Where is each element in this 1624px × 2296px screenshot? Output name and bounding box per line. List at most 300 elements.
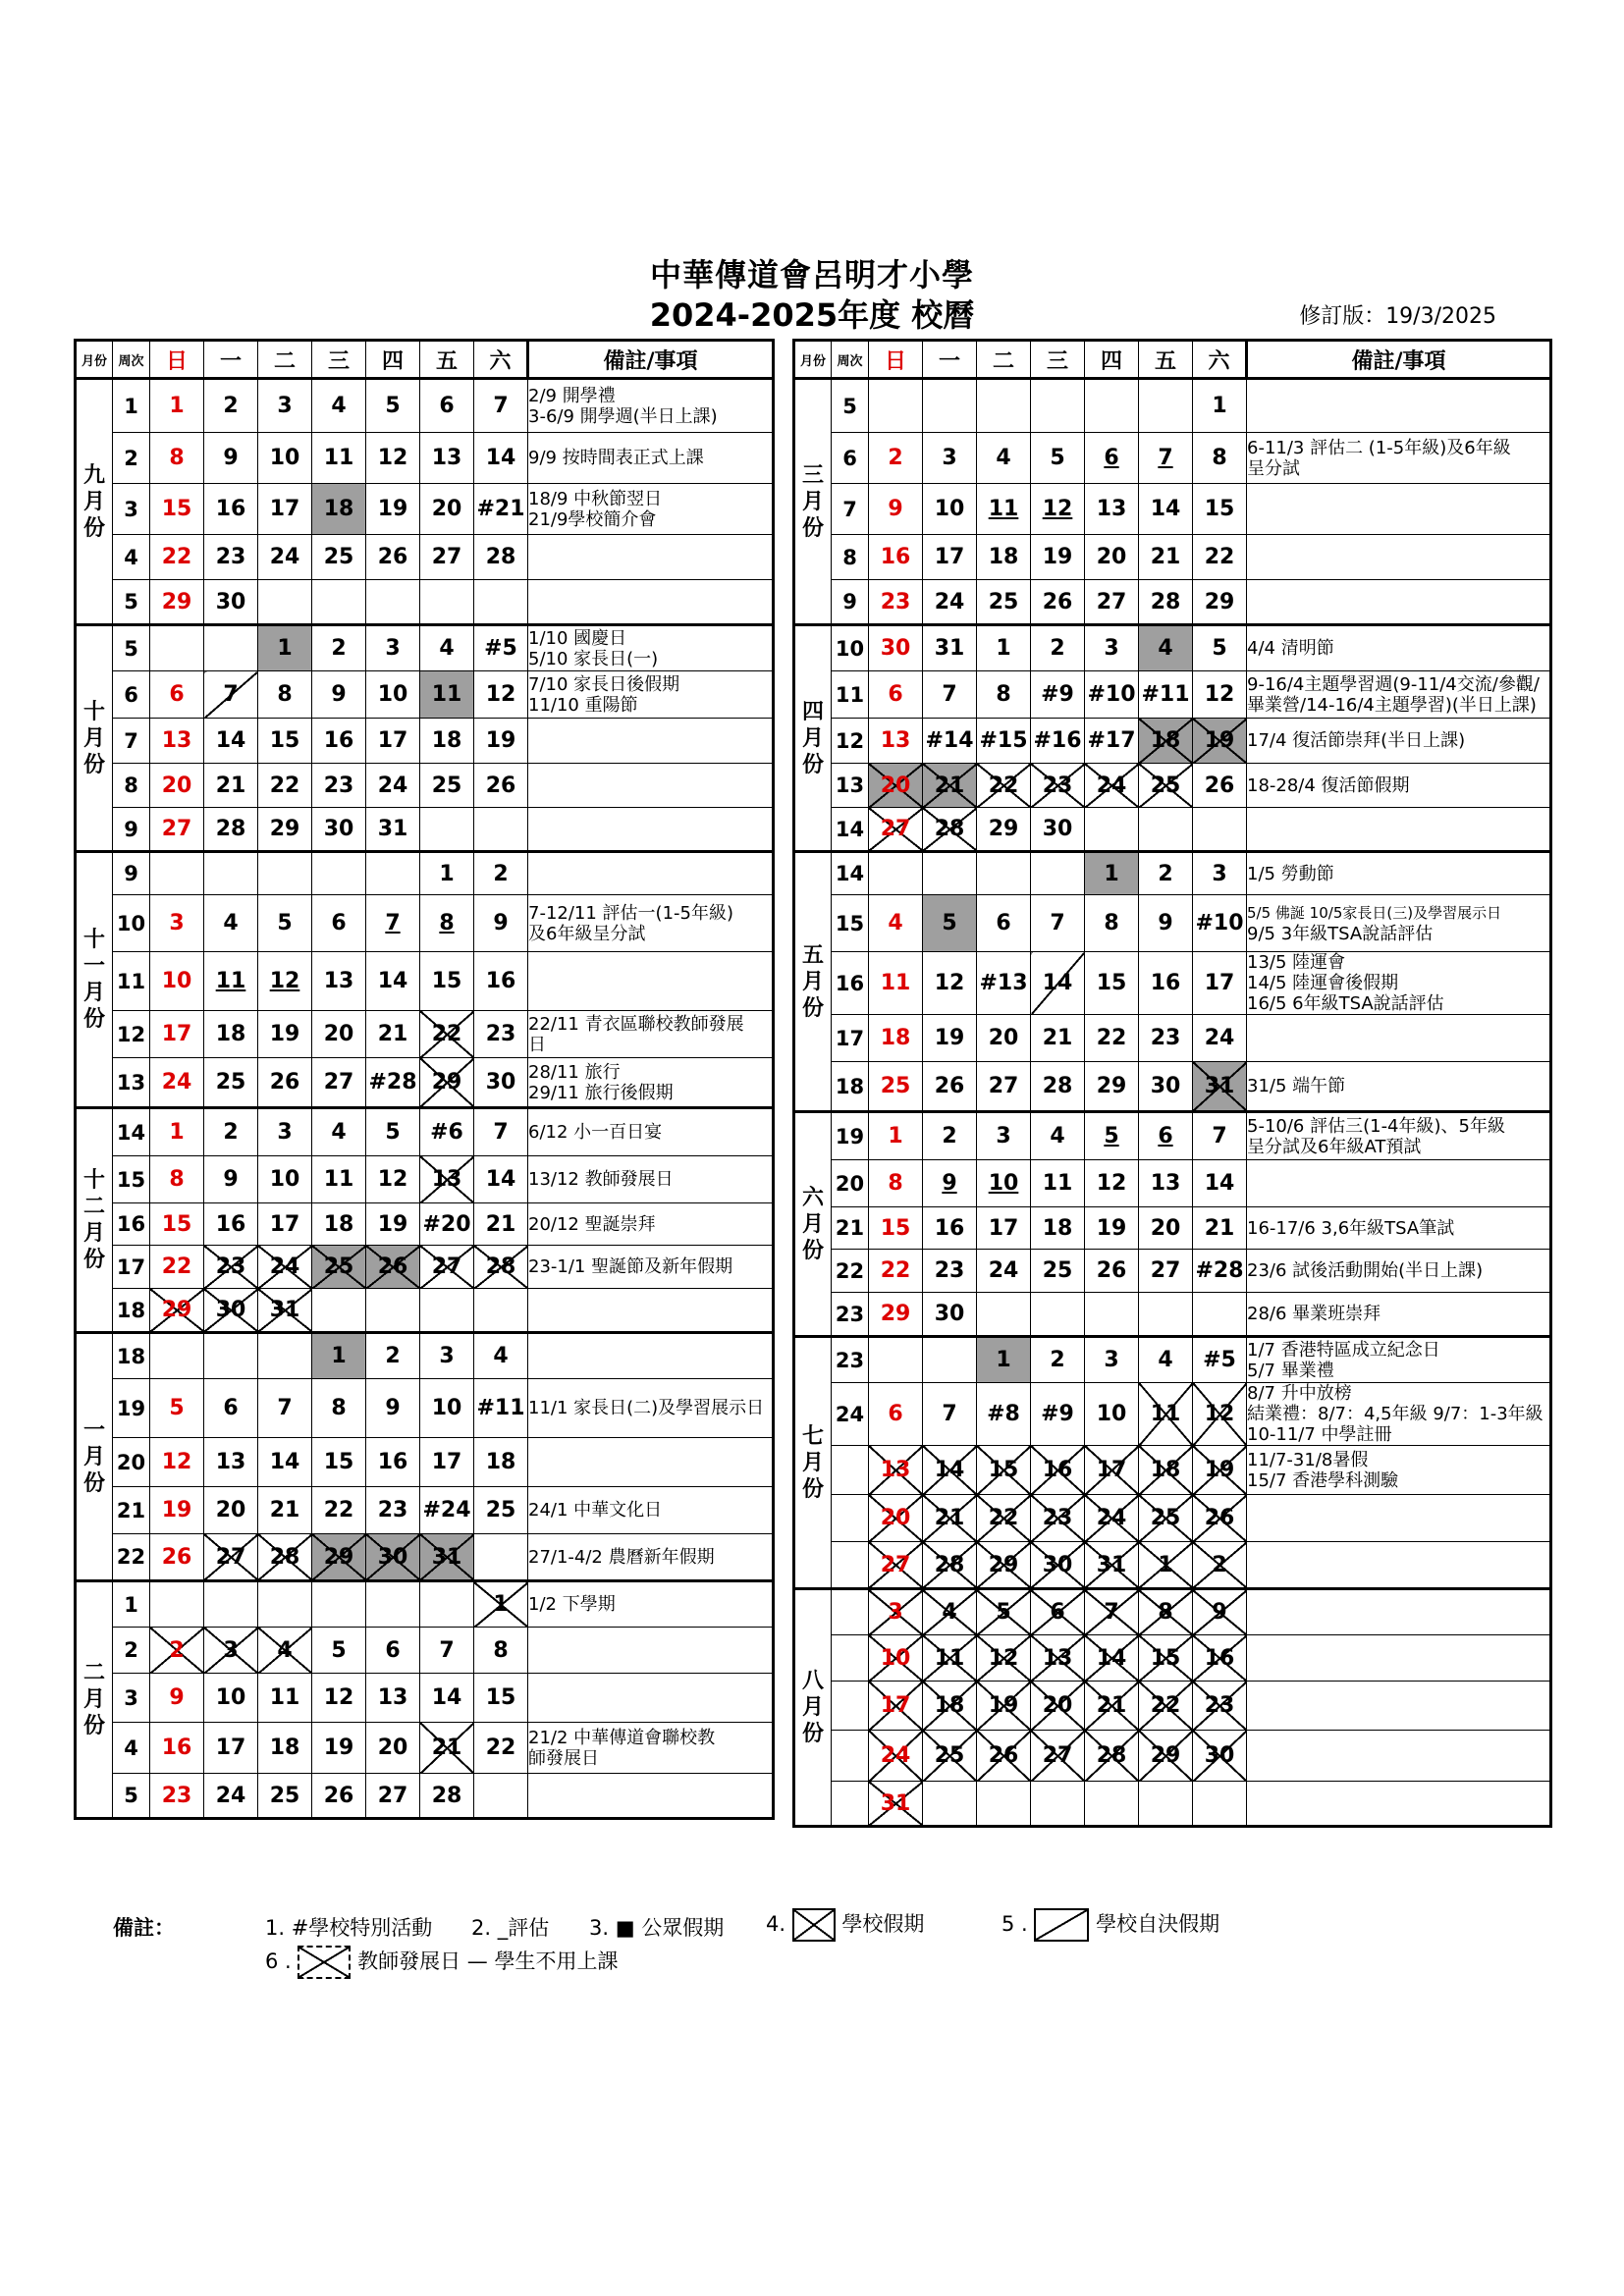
note-cell — [1247, 1635, 1551, 1682]
week-row — [76, 719, 774, 764]
day-cell: 11 — [312, 1156, 366, 1203]
calendar-table-right — [792, 339, 1552, 1828]
day-cell: 29 — [869, 1293, 923, 1337]
day-cell: 1 — [977, 625, 1031, 671]
day-cell: 7 — [923, 1383, 977, 1446]
day-cell: 22 — [1193, 535, 1247, 580]
day-cell: 7 — [204, 671, 258, 719]
note-cell — [1247, 952, 1551, 1015]
month-name: 九月份 — [82, 462, 105, 541]
day-cell: 20 — [977, 1015, 1031, 1062]
day-cell: 21 — [1085, 1682, 1139, 1731]
day-cell — [420, 808, 474, 852]
month-label — [794, 1337, 832, 1589]
day-cell: 17 — [420, 1438, 474, 1487]
day-cell: #11 — [1139, 671, 1193, 719]
day-cell: #11 — [474, 1379, 528, 1438]
note-line: 日 — [528, 1034, 546, 1055]
day-cell: 3 — [977, 1112, 1031, 1160]
legend-school-holiday-number: 4. — [766, 1912, 786, 1936]
day-cell: 7 — [1031, 895, 1085, 952]
day-cell: 2 — [1193, 1542, 1247, 1589]
note-line: 22/11 青衣區聯校教師發展 — [528, 1013, 744, 1035]
day-cell: 10 — [150, 952, 204, 1011]
month-label — [76, 1581, 113, 1819]
day-cell: 22 — [977, 1495, 1031, 1542]
week-number: 11 — [832, 671, 869, 719]
day-cell: 9 — [204, 433, 258, 484]
day-cell: 21 — [923, 764, 977, 808]
note-line: 2/9 開學禮 — [528, 385, 616, 406]
week-number: 7 — [113, 719, 150, 764]
day-cell: 8 — [420, 895, 474, 952]
day-cell: 14 — [420, 1674, 474, 1723]
day-cell: 29 — [977, 808, 1031, 852]
day-cell: 2 — [312, 625, 366, 671]
day-cell: 19 — [474, 719, 528, 764]
day-cell: #5 — [474, 625, 528, 671]
day-cell: 2 — [474, 852, 528, 895]
day-cell: 26 — [474, 764, 528, 808]
day-cell: 6 — [312, 895, 366, 952]
day-cell — [869, 379, 923, 433]
day-cell: 3 — [204, 1628, 258, 1674]
day-cell: 10 — [869, 1635, 923, 1682]
day-cell: 13 — [1139, 1160, 1193, 1207]
month-label — [794, 1589, 832, 1827]
day-cell: 30 — [474, 1058, 528, 1108]
day-cell: 28 — [923, 808, 977, 852]
note-cell — [1247, 1589, 1551, 1635]
day-cell: #10 — [1193, 895, 1247, 952]
day-cell — [204, 1581, 258, 1628]
day-cell: 23 — [869, 580, 923, 625]
day-cell: 28 — [474, 1246, 528, 1289]
day-cell: #6 — [420, 1108, 474, 1156]
day-cell — [1193, 1293, 1247, 1337]
day-cell: 18 — [1139, 1446, 1193, 1495]
day-header-sat: 六 — [1193, 341, 1247, 379]
day-cell: 4 — [420, 625, 474, 671]
week-number: 20 — [832, 1160, 869, 1207]
note-line: 結業禮：8/7：4,5年級 9/7：1-3年級 — [1247, 1404, 1543, 1424]
note-cell — [1247, 895, 1551, 952]
day-cell: 25 — [977, 580, 1031, 625]
day-cell: 19 — [312, 1723, 366, 1774]
day-cell — [258, 1333, 312, 1379]
note-line: 3-6/9 開學週(半日上課) — [528, 405, 718, 427]
day-cell: 16 — [366, 1438, 420, 1487]
day-cell: 6 — [1085, 433, 1139, 484]
note-line: 6-11/3 評估二 (1-5年級)及6年級 — [1247, 437, 1511, 458]
week-number: 16 — [113, 1203, 150, 1246]
week-row — [76, 671, 774, 719]
legend-label: 備註： — [113, 1916, 175, 1940]
week-number — [832, 1495, 869, 1542]
day-cell — [420, 580, 474, 625]
week-row — [794, 1682, 1551, 1731]
day-cell: 9 — [923, 1160, 977, 1207]
day-cell: 17 — [1193, 952, 1247, 1015]
day-cell: 16 — [923, 1207, 977, 1250]
week-number: 22 — [832, 1250, 869, 1293]
day-cell: 25 — [420, 764, 474, 808]
day-cell: 16 — [1031, 1446, 1085, 1495]
note-line: 21/9學校簡介會 — [528, 508, 657, 530]
day-cell: 5 — [258, 895, 312, 952]
note-line: 23-1/1 聖誕節及新年假期 — [528, 1256, 733, 1277]
day-cell: 25 — [258, 1774, 312, 1819]
day-cell: 22 — [869, 1250, 923, 1293]
week-row — [76, 580, 774, 625]
day-cell: 28 — [1031, 1062, 1085, 1112]
day-cell: 18 — [312, 1203, 366, 1246]
note-cell — [1247, 1337, 1551, 1383]
day-cell: 1 — [1139, 1542, 1193, 1589]
day-cell — [204, 625, 258, 671]
day-cell: 19 — [1085, 1207, 1139, 1250]
day-cell — [1085, 1782, 1139, 1827]
notes-header: 備註/事項 — [1247, 341, 1551, 379]
week-row — [76, 808, 774, 852]
day-cell: 18 — [869, 1015, 923, 1062]
day-cell: 7 — [366, 895, 420, 952]
day-cell: 25 — [869, 1062, 923, 1112]
note-line: 16-17/6 3,6年級TSA筆試 — [1247, 1217, 1455, 1239]
day-cell: 1 — [977, 1337, 1031, 1383]
day-cell: 10 — [258, 433, 312, 484]
day-cell: 1 — [420, 852, 474, 895]
week-row — [76, 1674, 774, 1723]
day-cell: 27 — [869, 808, 923, 852]
note-cell — [528, 952, 774, 1011]
day-cell — [474, 1774, 528, 1819]
day-cell: 14 — [204, 719, 258, 764]
week-row — [794, 808, 1551, 852]
week-number: 1 — [113, 379, 150, 433]
week-number — [832, 1542, 869, 1589]
week-row — [794, 1207, 1551, 1250]
day-cell: 25 — [474, 1487, 528, 1534]
note-line: 8/7 升中放榜 — [1247, 1383, 1352, 1404]
day-cell: 13 — [150, 719, 204, 764]
day-cell: 21 — [923, 1495, 977, 1542]
day-cell — [977, 379, 1031, 433]
day-cell: 14 — [1085, 1635, 1139, 1682]
note-cell — [528, 1628, 774, 1674]
week-number: 1 — [113, 1581, 150, 1628]
day-cell: 5 — [366, 1108, 420, 1156]
day-cell: #10 — [1085, 671, 1139, 719]
day-cell — [977, 852, 1031, 895]
month-name: 二月份 — [82, 1661, 105, 1738]
day-cell: 12 — [474, 671, 528, 719]
week-number — [832, 1731, 869, 1782]
month-name: 十二月份 — [82, 1168, 105, 1272]
note-cell — [1247, 1112, 1551, 1160]
note-line: 13/5 陸運會 — [1247, 952, 1346, 973]
day-cell: 24 — [869, 1731, 923, 1782]
legend-special-activity: 1. #學校特別活動 — [265, 1916, 433, 1940]
month-name: 七月份 — [801, 1423, 824, 1502]
day-cell: 9 — [312, 671, 366, 719]
day-cell: 26 — [1193, 764, 1247, 808]
day-cell: 14 — [1139, 484, 1193, 535]
month-label — [76, 1333, 113, 1581]
day-cell: 7 — [420, 1628, 474, 1674]
day-cell: 26 — [1031, 580, 1085, 625]
day-cell: 24 — [1193, 1015, 1247, 1062]
day-cell: 8 — [150, 1156, 204, 1203]
day-cell: 25 — [1031, 1250, 1085, 1293]
week-row — [76, 1774, 774, 1819]
day-cell: 22 — [420, 1011, 474, 1058]
day-cell: 13 — [869, 719, 923, 764]
note-cell — [528, 625, 774, 671]
note-cell — [1247, 1782, 1551, 1827]
day-cell: 29 — [420, 1058, 474, 1108]
day-cell: 11 — [258, 1674, 312, 1723]
week-row — [76, 1333, 774, 1379]
day-cell: 9 — [204, 1156, 258, 1203]
day-cell: 7 — [474, 379, 528, 433]
week-row — [76, 1438, 774, 1487]
day-cell: 28 — [1139, 580, 1193, 625]
day-cell: #20 — [420, 1203, 474, 1246]
day-cell: 7 — [1139, 433, 1193, 484]
day-cell: 6 — [869, 671, 923, 719]
day-cell: 13 — [420, 1156, 474, 1203]
day-cell: 16 — [312, 719, 366, 764]
day-cell: 20 — [1031, 1682, 1085, 1731]
day-cell: 11 — [977, 484, 1031, 535]
day-cell: #5 — [1193, 1337, 1247, 1383]
note-line: 20/12 聖誕崇拜 — [528, 1213, 656, 1235]
day-cell: 24 — [1085, 764, 1139, 808]
day-cell: 27 — [1139, 1250, 1193, 1293]
day-header-wed: 三 — [312, 341, 366, 379]
day-cell: 26 — [1085, 1250, 1139, 1293]
week-row — [76, 625, 774, 671]
day-cell: 29 — [312, 1534, 366, 1581]
week-number: 14 — [832, 808, 869, 852]
week-row — [794, 535, 1551, 580]
day-cell: 30 — [1031, 808, 1085, 852]
note-cell — [1247, 852, 1551, 895]
week-number: 2 — [113, 433, 150, 484]
day-cell: 14 — [1193, 1160, 1247, 1207]
day-cell: 20 — [1085, 535, 1139, 580]
day-cell — [474, 580, 528, 625]
day-cell: 10 — [977, 1160, 1031, 1207]
day-cell: 15 — [420, 952, 474, 1011]
day-cell: 5 — [923, 895, 977, 952]
day-cell: 21 — [474, 1203, 528, 1246]
week-number — [832, 1782, 869, 1827]
note-cell — [528, 719, 774, 764]
day-cell: 2 — [869, 433, 923, 484]
day-cell: 4 — [312, 379, 366, 433]
day-cell: 26 — [923, 1062, 977, 1112]
note-line: 18-28/4 復活節假期 — [1247, 774, 1410, 796]
day-cell: 21 — [258, 1487, 312, 1534]
day-cell: 2 — [923, 1112, 977, 1160]
day-cell: 15 — [150, 484, 204, 535]
day-cell: 8 — [1139, 1589, 1193, 1635]
note-line: 28/11 旅行 — [528, 1061, 621, 1083]
day-cell: 26 — [977, 1731, 1031, 1782]
week-number: 5 — [113, 580, 150, 625]
day-cell: 5 — [312, 1628, 366, 1674]
note-cell — [1247, 1731, 1551, 1782]
day-cell: 15 — [1085, 952, 1139, 1015]
day-cell: 28 — [923, 1542, 977, 1589]
note-cell — [1247, 1293, 1551, 1337]
day-cell: 22 — [977, 764, 1031, 808]
week-row — [794, 1542, 1551, 1589]
day-cell: 23 — [366, 1487, 420, 1534]
note-cell — [1247, 671, 1551, 719]
day-cell — [1031, 1293, 1085, 1337]
note-line: 7-12/11 評估一(1-5年級) — [528, 902, 733, 924]
day-cell: 13 — [204, 1438, 258, 1487]
day-cell — [1139, 808, 1193, 852]
day-cell — [474, 1534, 528, 1581]
week-number: 9 — [113, 852, 150, 895]
day-cell — [474, 808, 528, 852]
day-cell: 29 — [1193, 580, 1247, 625]
day-cell — [1139, 379, 1193, 433]
week-row — [794, 1495, 1551, 1542]
week-row — [76, 433, 774, 484]
note-line: 5-10/6 評估三(1-4年級)、5年級 — [1247, 1115, 1505, 1137]
day-cell: 22 — [258, 764, 312, 808]
day-cell: 25 — [923, 1731, 977, 1782]
note-cell — [528, 1487, 774, 1534]
note-line: 4/4 清明節 — [1247, 638, 1334, 659]
day-cell: 4 — [977, 433, 1031, 484]
note-line: 15/7 香港學科測驗 — [1247, 1469, 1399, 1491]
note-line: 14/5 陸運會後假期 — [1247, 973, 1399, 993]
day-cell: 19 — [977, 1682, 1031, 1731]
day-cell: 1 — [1193, 379, 1247, 433]
day-cell: 6 — [150, 671, 204, 719]
day-cell: 2 — [150, 1628, 204, 1674]
week-number: 18 — [113, 1333, 150, 1379]
week-row — [794, 1782, 1551, 1827]
week-number: 18 — [113, 1289, 150, 1333]
note-line: 1/5 勞動節 — [1247, 863, 1334, 884]
day-cell: 16 — [474, 952, 528, 1011]
day-cell: 22 — [1085, 1015, 1139, 1062]
day-cell: #9 — [1031, 671, 1085, 719]
day-cell: 12 — [977, 1635, 1031, 1682]
day-cell: 16 — [204, 484, 258, 535]
day-cell: 3 — [1085, 625, 1139, 671]
day-cell: #21 — [474, 484, 528, 535]
week-number: 14 — [113, 1108, 150, 1156]
day-cell: 10 — [366, 671, 420, 719]
week-number: 10 — [113, 895, 150, 952]
day-cell: 28 — [420, 1774, 474, 1819]
note-cell — [528, 379, 774, 433]
note-line: 11/7-31/8暑假 — [1247, 1449, 1369, 1470]
week-row — [76, 1581, 774, 1628]
week-row — [76, 764, 774, 808]
day-cell: 17 — [258, 1203, 312, 1246]
day-cell: 13 — [312, 952, 366, 1011]
calendar-table-left — [74, 339, 775, 1820]
note-line: 9/9 按時間表正式上課 — [528, 448, 704, 468]
notes-header: 備註/事項 — [528, 341, 774, 379]
day-cell: 12 — [366, 1156, 420, 1203]
legend-teacher-dev-day — [265, 1946, 618, 1979]
day-cell: 20 — [312, 1011, 366, 1058]
month-name: 四月份 — [801, 699, 824, 777]
day-cell: 4 — [869, 895, 923, 952]
day-cell: 25 — [312, 1246, 366, 1289]
day-cell — [923, 1337, 977, 1383]
day-cell: 16 — [1139, 952, 1193, 1015]
note-cell — [528, 1156, 774, 1203]
day-cell: 24 — [258, 1246, 312, 1289]
week-row — [794, 1293, 1551, 1337]
day-cell: 10 — [258, 1156, 312, 1203]
school-holiday-icon — [792, 1908, 836, 1942]
week-number: 13 — [832, 764, 869, 808]
day-cell: 20 — [150, 764, 204, 808]
day-cell — [204, 852, 258, 895]
note-cell — [1247, 1446, 1551, 1495]
day-cell: 21 — [366, 1011, 420, 1058]
week-number: 8 — [113, 764, 150, 808]
note-cell — [1247, 484, 1551, 535]
day-cell: 23 — [1193, 1682, 1247, 1731]
day-cell: 18 — [420, 719, 474, 764]
month-label — [76, 379, 113, 625]
day-cell: #13 — [977, 952, 1031, 1015]
day-cell: 19 — [923, 1015, 977, 1062]
day-cell: 6 — [204, 1379, 258, 1438]
note-line: 5/5 佛誕 10/5家長日(三)及學習展示日 — [1247, 903, 1502, 922]
day-cell: 2 — [366, 1333, 420, 1379]
week-number: 19 — [113, 1379, 150, 1438]
day-cell: 11 — [1031, 1160, 1085, 1207]
note-cell — [528, 535, 774, 580]
day-cell: 3 — [366, 625, 420, 671]
note-cell — [1247, 1062, 1551, 1112]
day-cell: #14 — [923, 719, 977, 764]
week-number — [832, 1589, 869, 1635]
day-cell: 19 — [258, 1011, 312, 1058]
day-cell: 7 — [474, 1108, 528, 1156]
week-row — [794, 1160, 1551, 1207]
day-cell: 6 — [1139, 1112, 1193, 1160]
day-cell: 12 — [1085, 1160, 1139, 1207]
month-label — [76, 1108, 113, 1333]
note-cell — [528, 1058, 774, 1108]
week-number: 3 — [113, 1674, 150, 1723]
note-line: 5/10 家長日(一) — [528, 648, 659, 669]
day-header-mon: 一 — [204, 341, 258, 379]
month-label — [794, 625, 832, 852]
week-number: 20 — [113, 1438, 150, 1487]
day-cell: 8 — [150, 433, 204, 484]
calendar-title: 2024-2025年度 校曆 — [649, 296, 975, 334]
day-cell — [1139, 1782, 1193, 1827]
note-line: 畢業營/14-16/4主題學習)(半日上課) — [1247, 694, 1537, 716]
day-cell: 23 — [474, 1011, 528, 1058]
